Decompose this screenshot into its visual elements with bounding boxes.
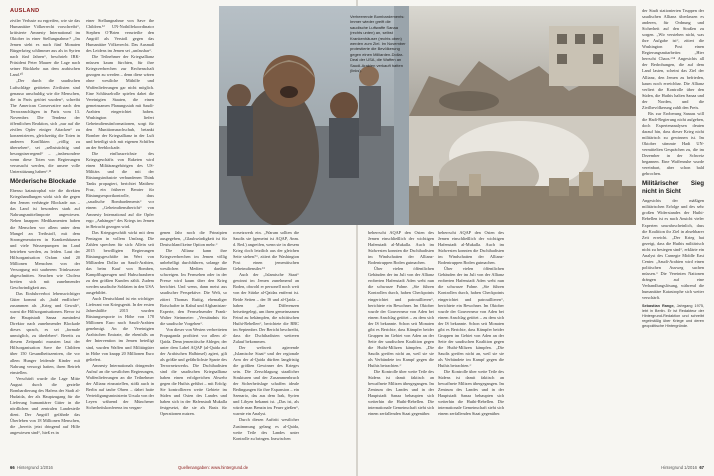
footer-sources: Quellenangaben: www.hintergrund.de (178, 465, 249, 470)
paragraph: einer Stellungnahme von Save the Children.¹² UN-Nothilfekoordinator Stephen O’Brien verurteilte den Angriff als Verstoß gegen das Humanitäre Völkerrecht. Das Ausmaß des Leidens im Jemen sei „unfassbar“. (86, 18, 154, 54)
paragraph: Das Einfuhrverbot lebenswichtiger Güter kommt als „bald endlicher“ zusammen als „Krieg und Gewalt“, warnt die Hilfsorganisationen. Bevor ist der Hauptstadt Sanaa zumindest Direktor nach zunehmender Blockade dieses sprach, es sei „formale unmöglich, zu überleben“. Bereits zu diesem Zeitpunkt mussten laut der Hilfsorganisation Save the Children über 150 Gesundheitszentren, die vor allem Hunger leidende Kinder mit Nahrung versorgt hatten, ihren Betrieb einstellen. (10, 291, 80, 375)
page-number-right: 67 (699, 465, 704, 470)
paragraph: beherrscht AQAP den Osten des Jemen einschließlich der wichtigen Hafenstadt al-Mukalla. Auch im Südwesten konnten die Dschihadisten im Windschatten der Allianz-Bodentruppen Boden gutmachen. (368, 230, 434, 266)
paragraph: Auch der „Islamische Staat“ gewinnt im Jemen zunehmend an Boden, obwohl er personell noch weit von der Stärke al-Qaidas entfernt ist. Beide Seiten – der IS und al-Qaida – haben „ihre Differenzen beiseitegelegt, um ihren gemeinsamen Feind zu bekämpfen, die schiitischen Huthi-Rebellen“, berichtete die BBC im September. Der Bericht beschreibt, dass die Dschihadisten weiteren Zulauf bekommen. (233, 272, 299, 344)
paragraph: Durch diesen Auftritt westlicher Zustimmung gelang es al-Qaida, weite Teile des Landes unter Kontrolle zu bringen. Inzwischen (233, 417, 299, 441)
paragraph: Die Teilnehmer der Kriegsallianz müssen kaum fürchten, für ihre Kriegsverbrechen zur Rechenschaft gezogen zu werden – denn diese wären ohne westliche Mithilfe und Waffenlieferungen gar nicht möglich. Eine Schlüsselrolle spielen dabei die Vereinigten Staaten, die einen gemeinsamen Planungsstab mit Saudi-Arabien eingerichtet haben. Washington liefert Geheimdienstinformationen, sorgt für den Munitionsnachschub, betankt Bomber der Kriegsallianz in der Luft und beteiligt sich mit eigenen Schiffen an der Seeblockade. (86, 54, 154, 150)
column-5 (438, 230, 504, 462)
footer-left (10, 465, 53, 470)
column-3 (160, 230, 227, 462)
magazine-issue-right: Hintergrund 1/2016 (661, 465, 697, 470)
column-5-paragraphs (438, 230, 504, 417)
subheading-military: Militärischer Sieg nicht in Sicht (642, 180, 704, 196)
column-4-body (233, 230, 299, 462)
column-2-paragraphs (86, 18, 154, 411)
paragraph: Die Allianz kann ihre Kriegsverbrechen im Jemen völlig unbehelligt durchführen, solange die westlichen Medien darüber schweigen. Im Fernsehen oder in der Presse wird kaum über den Krieg berichtet. Und wenn, dann meist aus saudischer Perspektive. Die Welt, so zitiert Thomas Ruttig, ehemaliger Botschafter in Kabul und Afghanistan-Experte, den Fernsehsender Frank-Walter Steinmeier: „Verständnis für die saudische Vorgehen“. (160, 248, 227, 326)
column-4b-paragraphs (368, 230, 434, 417)
paragraph: Der weltweit agierende „Islamische Staat“ und der regionale Arm der al-Qaida dürften langfristig die größten Gewinner des Krieges sein. Die Zerschlagung staatlicher Strukturen und der Zusammenbruch der Sicherheitslage schaffen ideale Bedingungen für ihre Expansion – ein Szenario, das aus dem Irak, Syrien und Libyen bekannt ist. „Das ist, als würde man Benzin ins Feuer gießen“, warnte ein Analyst. (233, 344, 299, 417)
paragraph: der Stadt stationierten Truppen der saudischen Allianz überlassen es anderen, für Ordnung und Sicherheit auf den Straßen zu sorgen. „Wir verstehen nicht, was ihre Aufgabe ist“, zitiert die Washington Post einen Regierungsmitarbeiter. „Hier herrscht Chaos.“¹⁴ Angesichts all der Bedrohungen, die auf dem Land lasten, scheint das Ziel der Allianz, den Jemen zu befrieden, kaum noch erreichbar. Die Allianz verliert die Kontrolle über den Süden, die Huthis halten Sanaa und der Norden, und die Zivilbevölkerung zahlt den Preis. (642, 8, 704, 110)
paragraph: Verschärft wurde die Lage Mitte August durch die gezielte Bombardierung des Hafens der Stadt al-Hudaida, der als Hauptzugang für die Lieferung humanitärer Güter in die nördlichen und zentralen Landesteile dient. Der Angriff gefährde das Überleben von 18 Millionen Menschen, die „bereits jetzt dringend auf Hilfe angewiesen sind“, hieß es in (10, 375, 80, 436)
paragraph: Das Kriegsgeschäft wirkt mit dem Pentagon in vollem Umfang. Die Zahlen sprechen für sich: Allein seit 2015 bewilligten Regierungen Rüstungsgeschäfte im Wert von Milliarden Dollar an Saudi-Arabien, das beim Kauf von Bomben, Kampfflugzeugen und Hubschraubern zu den größten Kunden zählt. Zudem werden saudische Soldaten in den USA ausgebildet. (86, 229, 154, 296)
paragraph: Auch Deutschland ist ein wichtiger Lieferant von Kriegsgerät. In der ersten Jahreshälfte 2015 wurden Rüstungsexporte in Höhe von 178 Millionen Euro nach Saudi-Arabien genehmigt. An die Vereinigten Arabischen Emirate, die ebenfalls an der Intervention im Jemen beteiligt sind, wurden Waffen und Militärgüter in Höhe von knapp 20 Millionen Euro geliefert. (86, 296, 154, 362)
column-1-paragraphs (10, 18, 80, 175)
section-tag: AUSLAND (10, 8, 40, 14)
paragraph: ziviler Verluste zu ergreifen, wie sie das Humanitäre Völkerrecht vorschreibt“, kritisierte Amnesty International im Oktober in einer Stellungnahme.⁹ „Im Jemen sieht es nach fünf Monaten Bürgerkrieg schlimmer aus als in Syrien nach fünf Jahren“, beschrieb IRK-Präsident Peter Maurer die Lage nach seiner Rückkehr aus dem arabischen Land.¹⁰ (10, 18, 80, 78)
magazine-issue-left: Hintergrund 1/2016 (17, 465, 53, 470)
paragraph: genen Jahr noch die Prinzipien ausgegeben, „Glaubwürdigkeit ist für Deutschland keine Option mehr.“ (160, 230, 227, 248)
author-byline (642, 304, 704, 329)
paragraph: „Der durch die saudischen Luftschläge getöteten Zivilisten sind genauso unschuldig wie die Menschen, die in Paris getötet wurden“, schreibt The American Conservative nach den Terroranschlägen in Paris vom 13. November. Die Tendenz der öffentlichen Reaktion, sich „nur auf die zivilen Opfer einiger Attacken“ zu konzentrieren, gleichzeitig die Toten in anderen Konflikten „völlig zu übersehen“, sei „selbstsüchtig und besorgniserregend“ – „insbesondere wenn diese Toten von Regierungen verursacht werden, die unsere volle Unterstützung haben“.¹¹ (10, 78, 80, 175)
paragraph: Die Kontrolle über weite Teile des Südens ist damit faktisch an bewaffnete Milizen übergegangen. Im Zentrum des Landes und in der Hauptstadt Sanaa behaupten sich weiterhin die Huthi-Rebellen. Die internationale Gemeinschaft sieht sich einem zerfallenden Staat gegenüber. (368, 369, 434, 417)
column-6-paragraphs (642, 8, 704, 177)
column-4b (368, 230, 434, 462)
paragraph: rorsetzwerk ein. „Warum sollten die Saudis sie (gemeint ist AQAP, Anm. d. Red.) angreifen, wenn sie in diesem Krieg doch letztlich aus der gleichen Seite stehen?“, zitiert die Washington Post einen jemenitischen Geheimdienstler.¹³ (233, 230, 299, 272)
paragraph: Angesichts der mäßigen militärischen Erfolge und des sehr großen Widerstandes der Huthi-Rebellen ist es nach Ansicht vieler Experten unwahrscheinlich, dass die Koalition ihr Ziel in absehbarer Zeit erreicht. „Der Krieg hat gezeigt, dass die Huthis militärisch nicht zu besiegen sind“, erklärte ein Analyst des Carnegie Middle East Center. „Saudi-Arabien wird einen politischen Ausweg suchen müssen.“ Die Vereinten Nationen drängen auf eine Verhandlungslösung, während die humanitäre Katastrophe sich weiter verschärft. (642, 198, 704, 301)
page-number-left: 66 (10, 465, 15, 470)
column-6b-paragraphs (642, 198, 704, 301)
paragraph: Amnesty Internationals dringender Aufruf an die westlichen Regierungen, Waffenlieferungen an die Teilnehmer der Allianz einzustellen, stößt auch in Berlin auf taube Ohren – dabei hatte Verteidigungsministerin Ursula von der Leyen während der Münchener Sicherheitskonferenz im vergan- (86, 362, 154, 410)
paragraph: Von dieser von Westen verbreiteten Propaganda profitiert vor allem al-Qaida. Denn jemenitische Ableger, der unter dem Label AQAP (al-Qaida auf der Arabischen Halbinsel) agiert, gilt als größte und gefährlichste Sparte des Terrornetzwerks. Die Dschihadisten sind die saudischen Kriegsallianz haben einen erfolgreichen Abwehr gegen die Huthis geführt – mit Erfolg: Sie kontrollieren weite Gebiete im Süden und Osten des Landes und haben sich in der Hafenstadt Mukalla festgesetzt, die sie als Basis für Operationen nutzen. (160, 326, 227, 417)
paragraph: Ebenso katastrophal wie die direkten Kriegshandlungen wirkt sich die gegen den Jemen verhängte Blockade aus – das Land ist besonders stark auf Nahrungsmittelimporte angewiesen. Neben knappen Medikamenten haben die Menschen vor allem unter dem Mangel an Treibstoff, mit dem Stromgeneratoren in Krankenhäusern und viele Wasserpumpen im Land betrieben werden, zu leiden. Laut der Hilfsorganisation Oxfam sind 20 Millionen Menschen von der Versorgung mit sauberem Trinkwasser abgeschnitten. Seuchen wie Cholera breiten sich mit zunehmender Geschwindigkeit aus. (10, 188, 80, 290)
column-2 (86, 18, 154, 462)
column-4-paragraphs (233, 230, 299, 442)
paragraph: Die Kontrolle über weite Teile des Südens ist damit faktisch an bewaffnete Milizen übergegangen. Im Zentrum des Landes und in der Hauptstadt Sanaa behaupten sich weiterhin die Huthi-Rebellen. Die internationale Gemeinschaft sieht sich einem zerfallenden Staat gegenüber. (438, 369, 504, 417)
column-1 (10, 18, 80, 462)
photo-caption: Verheerende Bombardements: Immer wieder greift die saudische Luftwaffe Sanaa (rechts unten) an, selbst Krankenhäuser (rechts oben) werden zum Ziel. Im November protestierte die Bevölkerung gegen einen Milliarden-Dollar-Deal der USA, die Waffen an Saudi-Arabien verkauft hatten (links). (350, 14, 406, 74)
author-name: Sebastian Range, (642, 304, 675, 309)
paragraph: beherrscht AQAP den Osten des Jemen einschließlich der wichtigen Hafenstadt al-Mukalla. Auch im Südwesten konnten die Dschihadisten im Windschatten der Allianz-Bodentruppen Boden gutmachen. (438, 230, 504, 266)
paragraph: Über vielen öffentlichen Gebäuden der im Juli von der Allianz eroberten Hafenstadt Aden weht nun die schwarze Fahne. „Sie führen Kontrollen durch, haben Checkpoints eingerichtet und patrouillieren“, berichtete ein Bewohner. Im Oktober wurde der Gouverneur von Aden bei einem Anschlag getötet – zu dem sich der IS bekannte. Schon seit Monaten gibt es Berichte, dass Kämpfer beider Gruppen im Gebiet von Aden an der Seite der saudischen Koalition gegen die Huthi-Milizen kämpfen. „Die Saudis greifen nicht an, weil sie sie als Verbündete im Kampf gegen die Huthis betrachten.“ (368, 266, 434, 369)
photo-illustration (219, 6, 636, 225)
column-1b-paragraphs (10, 188, 80, 436)
footer-right (661, 465, 704, 470)
author-bio: Jahrgang 1975, lebt in Berlin. Er ist Redakteur der Hintergrund-Redaktion und schreibt regelmäßig über Kriege und deren geopolitische Hintergründe. (642, 304, 704, 329)
column-3-paragraphs (160, 230, 227, 417)
subheading-blockade: Mörderische Blockade (10, 178, 77, 186)
paragraph: Die einflussreichste des Kriegsgeschäfts von Raketen wird einen Militärangehörigen des US-Militärs und die mit der Rüstungsindustrie verbundenen Think Tanks propagiert, berichtet Matthew Fraz, ein früherer Berater für Rüstungsexportkontrolle, dass „saudische Bombardements“ vor einem „Geheimdienstbericht“ von Amnesty International auf die Opfer ergo „Anhänger“ des Kriegs im Jemen in Betracht gezogen wird. (86, 151, 154, 229)
protester-head (263, 55, 315, 107)
column-6 (642, 8, 704, 462)
war-photo (219, 6, 636, 225)
paragraph: Über vielen öffentlichen Gebäuden der im Juli von der Allianz eroberten Hafenstadt Aden weht nun die schwarze Fahne. „Sie führen Kontrollen durch, haben Checkpoints eingerichtet und patrouillieren“, berichtete ein Bewohner. Im Oktober wurde der Gouverneur von Aden bei einem Anschlag getötet – zu dem sich der IS bekannte. Schon seit Monaten gibt es Berichte, dass Kämpfer beider Gruppen im Gebiet von Aden an der Seite der saudischen Koalition gegen die Huthi-Milizen kämpfen. „Die Saudis greifen nicht an, weil sie sie als Verbündete im Kampf gegen die Huthis betrachten.“ (438, 266, 504, 369)
paragraph: Bis zur Eroberung Sanaas will die Hadi-Regierung nicht aufgeben, doch Expertenanalysen deuten darauf hin, dass dieser Krieg nicht militärisch zu gewinnen ist. Im Oktober stimmte Hadi UN-vermittelten Gesprächen zu, die im Dezember in der Schweiz begannen. Eine Waffenruhe wurde vereinbart, aber schon bald gebrochen. (642, 110, 704, 177)
